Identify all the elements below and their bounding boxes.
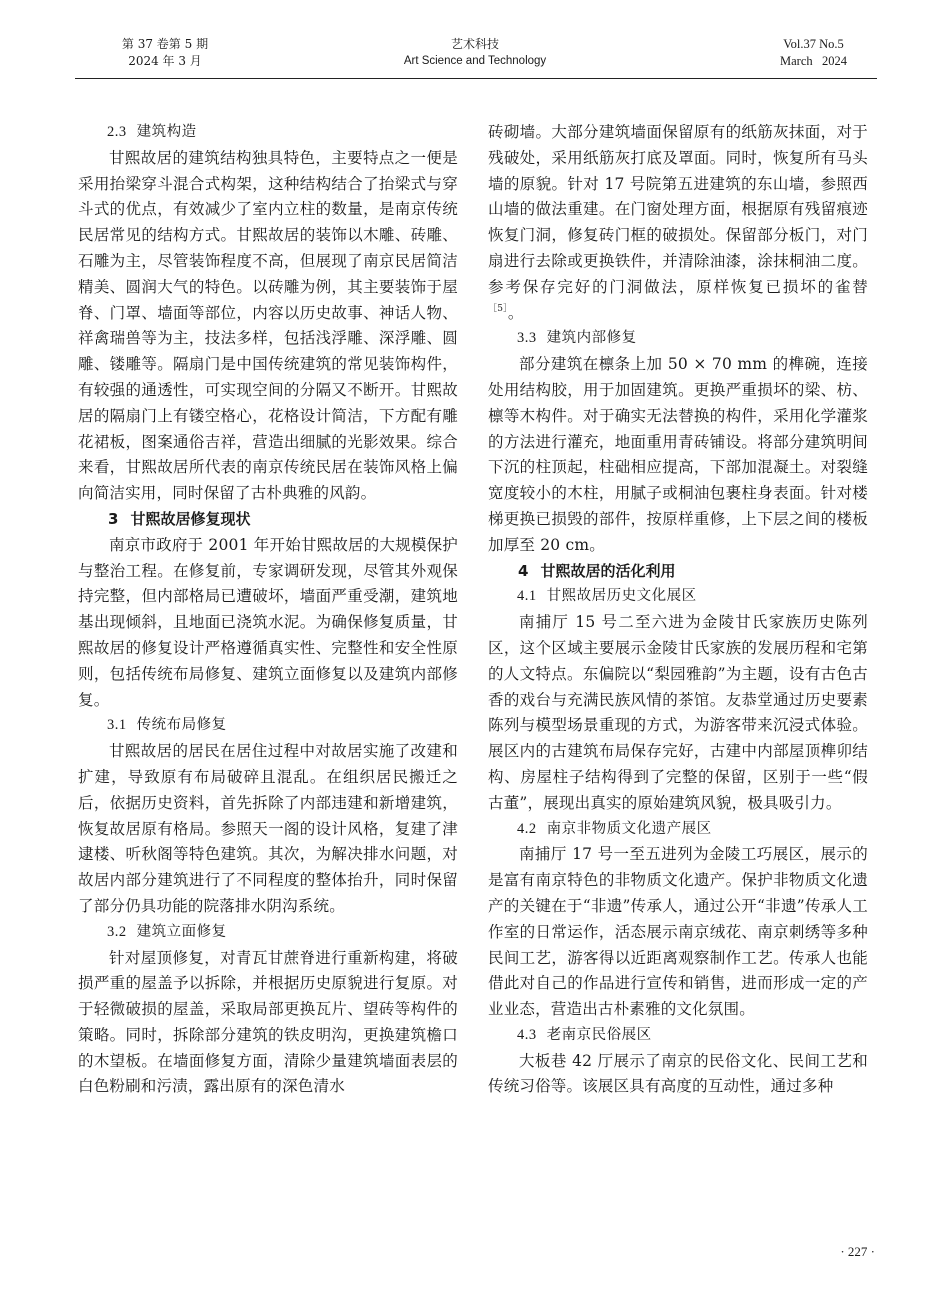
section-heading-3-3: 3.3 建筑内部修复 bbox=[517, 330, 637, 347]
section-heading-4: 4 甘熙故居的活化利用 bbox=[518, 561, 676, 580]
section-heading-4-1: 4.1 甘熙故居历史文化展区 bbox=[517, 588, 697, 605]
citation: ［5］ bbox=[488, 303, 508, 314]
paragraph: 部分建筑在檩条上加 50 × 70 mm 的榫碗，连接处用结构胶，用于加固建筑。更换严重损坏的梁、枋、檩等木构件。对于确实无法替换的构件，采用化学灌浆的方法进行灌充，地面重用青砖铺设。将部分建筑明间下沉的柱顶起，柱础相应提高，下部加混凝土。对裂缝宽度较小的木柱，用腻子或桐油包裹柱身表面。针对楼梯更换已损毁的部件，按原样重修，上下层之间的楼板加厚至 20 cm。 bbox=[488, 355, 868, 554]
paragraph: 南京市政府于 2001 年开始甘熙故居的大规模保护与整治工程。在修复前，专家调研发现，尽管其外观保持完整，但内部格局已遭破坏，墙面严重受潮，建筑地基出现倾斜，且地面已浇筑水泥。为确保修复质量，甘熙故居的修复设计严格遵循真实性、完整性和安全性原则，包括传统布局修复、建筑立面修复以及建筑内部修复。 bbox=[78, 535, 458, 709]
paragraph: 南捕厅 15 号二至六进为金陵甘氏家族历史陈列区，这个区域主要展示金陵甘氏家族的发展历程和宅第的人文特点。东偏院以“梨园雅韵”为主题，设有古色古香的戏台与充满民族风情的茶馆。友恭堂通过历史要素陈列与模型场景重现的方式，为游客带来沉浸式体验。展区内的古建筑布局保存完好，古建中内部屋顶榫卯结构、房屋柱子结构得到了完整的保留，区别于一些“假古董”，展现出真实的原始建筑风貌，极具吸引力。 bbox=[488, 613, 868, 812]
journal-title-cn: 艺术科技 bbox=[450, 37, 499, 51]
section-heading-3-2: 3.2 建筑立面修复 bbox=[107, 923, 227, 940]
paragraph-continued: 砖砌墙。大部分建筑墙面保留原有的纸筋灰抹面，对于残破处，采用纸筋灰打底及罩面。同时，恢复所有马头墙的原貌。针对 17 号院第五进建筑的东山墙，参照西山墙的做法重建。在门窗处理方面，根据原有残留痕迹恢复门洞，修复砖门框的破损处。保留部分板门，对门扇进行去除或更换铁件，并清除油漆，涂抹桐油二度。参考保存完好的门洞做法，原样恢复已损坏的雀替$^{[5]}$。 bbox=[488, 123, 868, 322]
paragraph: 南捕厅 17 号一至五进列为金陵工巧展区，展示的是富有南京特色的非物质文化遗产。保护非物质文化遗产的关键在于“非遗”传承人，通过公开“非遗”传承人工作室的日常运作，活态展示南京绒花、南京刺绣等多种民间工艺，游客得以近距离观察制作工艺。传承人也能借此对自己的作品进行宣传和销售，进而形成一定的产业业态，营造出古朴素雅的文化氛围。 bbox=[488, 845, 868, 1019]
header-volume-issue bbox=[105, 36, 225, 70]
header-journal-name bbox=[375, 36, 575, 70]
header-volume-en: Vol.37 No.5 bbox=[783, 37, 844, 51]
header-rule bbox=[75, 78, 877, 79]
running-header bbox=[75, 36, 877, 78]
section-heading-3: 3 甘熙故居修复现状 bbox=[108, 509, 251, 528]
right-column bbox=[488, 120, 868, 1100]
paragraph: 大板巷 42 厅展示了南京的民俗文化、民间工艺和传统习俗等。该展区具有高度的互动性，通过多种 bbox=[488, 1051, 868, 1096]
header-date-en: March 2024 bbox=[780, 54, 847, 68]
section-heading-2-3: 2.3 建筑构造 bbox=[107, 124, 197, 140]
header-volume-issue-en bbox=[780, 36, 847, 70]
journal-title-en: Art Science and Technology bbox=[403, 55, 547, 67]
paragraph: 针对屋顶修复，对青瓦甘蔗脊进行重新构建，将破损严重的屋盖予以拆除，并根据历史原貌进行复原。对于轻微破损的屋盖，采取局部更换瓦片、望砖等构件的策略。同时，拆除部分建筑的铁皮明沟，更换建筑檐口的木望板。在墙面修复方面，清除少量建筑墙面表层的白色粉刷和污渍，露出原有的深色清水 bbox=[78, 948, 458, 1096]
left-column bbox=[78, 120, 458, 1100]
paragraph: 甘熙故居的建筑结构独具特色，主要特点之一便是采用抬梁穿斗混合式构架，这种结构结合了抬梁式与穿斗式的优点，有效减少了室内立柱的数量，是南京传统民居常见的结构方式。甘熙故居的装饰以木雕、砖雕、石雕为主，尽管装饰程度不高，但展现了南京民居简洁精美、圆润大气的特色。以砖雕为例，其主要装饰于屋脊、门罩、墙面等部位，内容以历史故事、神话人物、祥禽瑞兽等为主，技法多样，包括浅浮雕、深浮雕、圆雕、镂雕等。隔扇门是中国传统建筑的常见装饰构件，有较强的通透性，可实现空间的分隔又不断开。甘熙故居的隔扇门上有镂空格心，花格设计简洁，下方配有雕花裙板，图案通俗吉祥，营造出细腻的光影效果。综合来看，甘熙故居所代表的南京传统民居在装饰风格上偏向简洁实用，同时保留了古朴典雅的风韵。 bbox=[78, 148, 458, 503]
section-heading-4-3: 4.3 老南京民俗展区 bbox=[517, 1026, 652, 1043]
paragraph: 甘熙故居的居民在居住过程中对故居实施了改建和扩建，导致原有布局破碎且混乱。在组织居民搬迁之后，依据历史资料，首先拆除了内部违建和新增建筑，恢复故居原有格局。参照天一阁的设计风格，复建了津逮楼、听秋阁等特色建筑。其次，为解决排水问题，对故居内部分建筑进行了不同程度的整体抬升，同时保留了部分仍具功能的院落排水阴沟系统。 bbox=[78, 742, 458, 915]
section-heading-4-2: 4.2 南京非物质文化遗产展区 bbox=[517, 820, 712, 837]
header-volume: 第 37 卷第 5 期 bbox=[121, 37, 209, 51]
section-heading-3-1: 3.1 传统布局修复 bbox=[107, 717, 227, 734]
header-date: 2024 年 3 月 bbox=[128, 54, 202, 68]
page-number: · 227 · bbox=[840, 1244, 875, 1259]
